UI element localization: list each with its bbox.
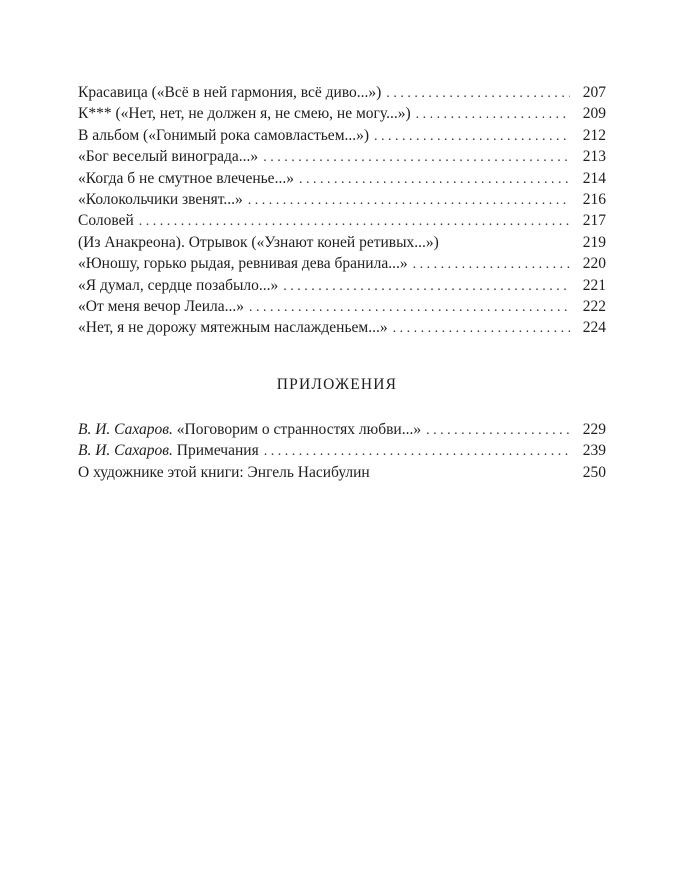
toc-entry-title: «Нет, я не дорожу мятежным наслажденьем...»: [78, 319, 388, 337]
toc-entry-title: «Колокольчики звенят...»: [78, 190, 243, 208]
dot-leader: [393, 318, 570, 339]
dot-leader: [426, 420, 570, 441]
toc-entry-page: 217: [582, 212, 606, 230]
toc-entry-page: 239: [582, 442, 606, 460]
toc-entry-title: К*** («Нет, нет, не должен я, не смею, не могу...»): [78, 105, 411, 123]
toc-entry-page: 212: [582, 126, 606, 144]
toc-entry-page: 216: [582, 190, 606, 208]
toc-entry-page: 221: [582, 276, 606, 294]
dot-leader: [374, 126, 570, 147]
dot-leader: [299, 169, 570, 190]
toc-entry: [78, 189, 606, 210]
toc-entry-title: «Бог веселый винограда...»: [78, 148, 259, 166]
toc-entry: [78, 125, 606, 146]
toc-entry-title: (Из Анакреона). Отрывок («Узнают коней ретивых...»): [78, 233, 439, 251]
toc-entry: [78, 440, 606, 461]
toc-entry: [78, 103, 606, 124]
toc-entry: [78, 146, 606, 167]
dot-leader: [413, 254, 570, 275]
toc-entry: [78, 232, 606, 253]
toc-entry-title-text: Примечания: [172, 442, 259, 460]
toc-entry-title: «Я думал, сердце позабыло...»: [78, 276, 279, 294]
toc-entry-page: 219: [582, 233, 606, 251]
toc-entry-title: В альбом («Гонимый рока самовластьем...»): [78, 126, 370, 144]
toc-entry-page: 224: [582, 319, 606, 337]
toc-entry-title: «Юношу, горько рыдая, ревнивая дева бранила...»: [78, 255, 408, 273]
toc-entry: [78, 253, 606, 274]
toc-entry-title: [78, 419, 426, 440]
toc-entry-page: 209: [582, 105, 606, 123]
appendix-contents: [78, 419, 606, 483]
toc-entry-title: «От меня вечор Леила...»: [78, 297, 245, 315]
dot-leader: [248, 190, 570, 211]
dot-leader: [249, 297, 570, 318]
toc-entry-title-text: «Поговорим о странностях любви...»: [172, 421, 422, 438]
toc-entry-title: Красавица («Всё в ней гармония, всё диво...»): [78, 84, 382, 101]
toc-entry-author: В. И. Сахаров.: [78, 421, 173, 438]
toc-entry: [78, 419, 606, 440]
dot-leader: [139, 211, 570, 232]
toc-entry: [78, 168, 606, 189]
toc-entry-title-text: О художнике этой книги: Энгель Насибулин: [78, 463, 370, 481]
toc-entry: [78, 275, 606, 296]
toc-entry: [78, 317, 606, 338]
toc-entry-page: 207: [582, 84, 606, 101]
toc-entry-author: В. И. Сахаров.: [78, 442, 173, 460]
toc-entry-title: Соловей: [78, 212, 134, 230]
toc-entry-page: 222: [582, 297, 606, 315]
toc-entry: [78, 210, 606, 231]
toc-entry: [78, 82, 606, 103]
toc-entry-page: 213: [582, 148, 606, 166]
appendix-heading: ПРИЛОЖЕНИЯ: [276, 376, 398, 393]
toc-entry: [78, 296, 606, 317]
toc-entry-page: 229: [582, 421, 606, 438]
dot-leader: [416, 104, 570, 125]
toc-entry-title: «Когда б не смутное влеченье...»: [78, 169, 294, 187]
toc-entry-title: [78, 462, 375, 483]
toc-entry-page: 250: [582, 463, 606, 481]
dot-leader: [386, 83, 570, 104]
toc-entry: [78, 462, 606, 483]
dot-leader: [263, 147, 570, 168]
toc-entry-title: [78, 440, 264, 461]
table-of-contents: [78, 82, 606, 339]
toc-entry-page: 214: [582, 169, 606, 187]
dot-leader: [283, 276, 570, 297]
dot-leader: [264, 441, 570, 462]
toc-entry-page: 220: [582, 255, 606, 273]
